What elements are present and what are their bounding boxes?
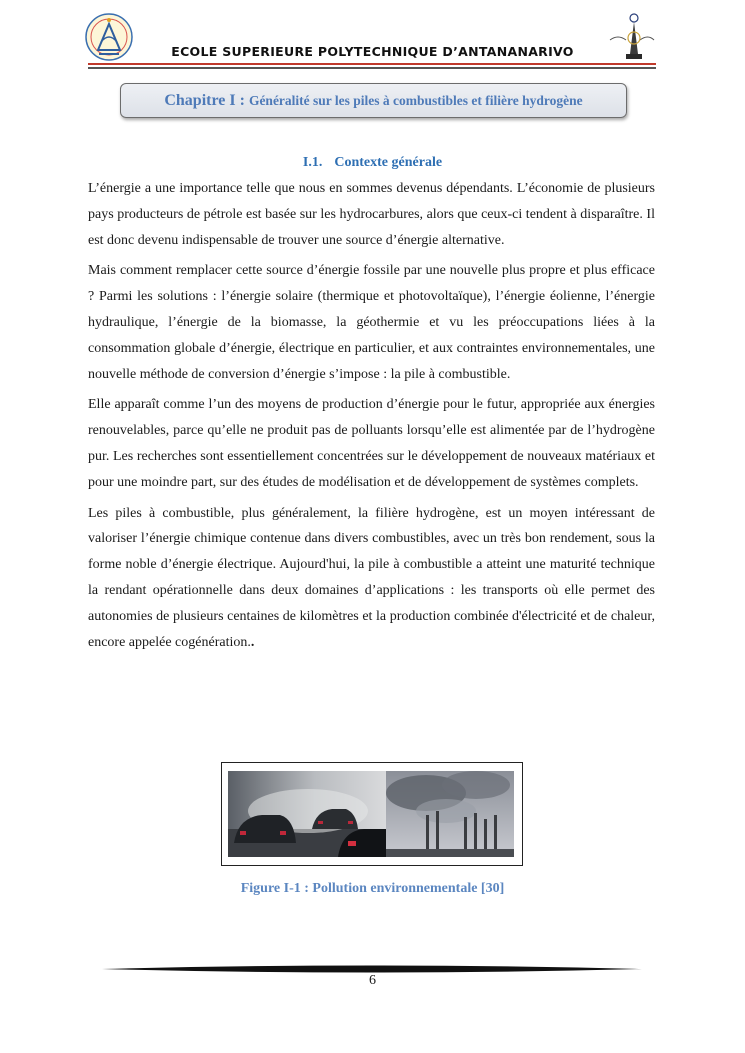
section-number: I.1. <box>302 155 323 170</box>
paragraph: L’énergie a une importance telle que nous en sommes devenus dépendants. L’économie de plusieurs pays producteurs de pétrole est basée sur les hydrocarbures, alors que ceux-ci tendent à disparaître. Il est donc devenu indispensable de trouver une source d’énergie alternative. <box>88 181 655 248</box>
figure-frame <box>221 762 523 866</box>
traffic-smog-photo <box>228 771 386 857</box>
section-title: Contexte générale <box>334 155 443 170</box>
paragraph-text: Les piles à combustible, plus généralement, la filière hydrogène, est un moyen intéressant de valoriser l’énergie chimique contenue dans divers combustibles, avec un très bon rendement, sous la forme noble d’énergie électrique. Aujourd'hui, la pile à combustible a atteint une maturité technique la rendant opérationnelle dans deux domaines d’applications : les transports où elle permet des autonomies de plusieurs centaines de kilomètres et la production combinée d'électricité et de chaleur, encore appelée cogénération. <box>88 505 655 650</box>
page-number: 6 <box>369 973 376 988</box>
header-rule-secondary <box>88 67 656 69</box>
section-heading <box>0 155 745 171</box>
chapter-title: Généralité sur les piles à combustibles et filière hydrogène <box>248 93 583 108</box>
paragraph <box>88 501 655 656</box>
chapter-heading-box <box>120 83 627 118</box>
paragraph: Mais comment remplacer cette source d’énergie fossile par une nouvelle plus propre et plus efficace ? Parmi les solutions : l’énergie solaire (thermique et photovoltaïque), l’énergie éolienne, l’énergie hydraulique, l’énergie de la biomasse, la géothermie et vu les préoccupations liées à la consommation globale d’énergie, électrique en particulier, et aux contraintes environnementales, une nouvelle méthode de conversion d’énergie s’impose : la pile à combustible. <box>88 263 655 382</box>
paragraph: Elle apparaît comme l’un des moyens de production d’énergie pour le futur, appropriée aux énergies renouvelables, parce qu’elle ne produit pas de polluants lorsqu’elle est alimentée par de l’hydrogène pur. Les recherches sont essentiellement concentrées sur le développement de nouveaux matériaux et pour une moindre part, sur des études de modélisation et de développement de systèmes complets. <box>88 397 655 490</box>
factory-smokestacks-photo <box>386 771 514 857</box>
school-name: ECOLE SUPERIEURE POLYTECHNIQUE D’ANTANANARIVO <box>171 44 574 59</box>
chapter-number: Chapitre I : <box>164 92 245 109</box>
figure-caption: Figure I-1 : Pollution environnementale [30] <box>240 881 505 896</box>
paragraph-end-mark: . <box>250 634 255 650</box>
header-rule <box>88 63 656 65</box>
body-text <box>88 176 655 660</box>
